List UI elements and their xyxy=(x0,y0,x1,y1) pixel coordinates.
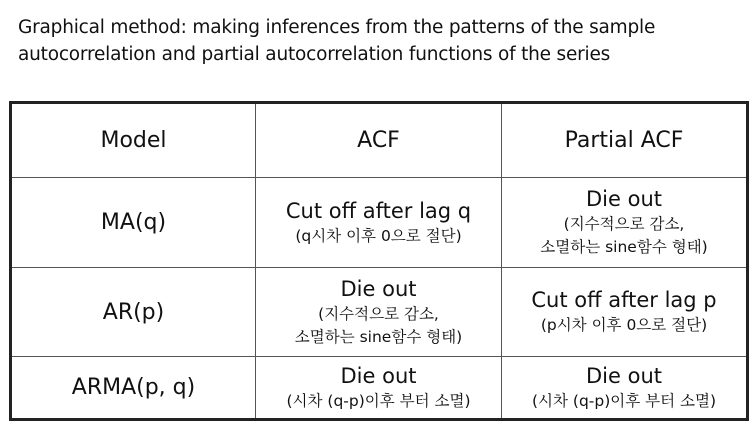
table-row-ar xyxy=(11,268,748,357)
header-pacf-label: Partial ACF xyxy=(564,128,684,153)
table-header-row xyxy=(11,103,748,178)
pacf-arma-note: (시차 (q-p)이후 부터 소멸) xyxy=(531,391,717,410)
header-pacf xyxy=(502,103,748,178)
pacf-arma-main: Die out xyxy=(586,363,662,388)
intro-line-2: autocorrelation and partial autocorrelation functions of the series xyxy=(18,44,611,65)
header-acf-label: ACF xyxy=(357,128,400,153)
acf-ma-main: Cut off after lag q xyxy=(285,198,472,223)
intro-line-1: Graphical method: making inferences from the patterns of the sample xyxy=(18,17,656,38)
acf-ar-note-2: 소멸하는 sine함수 형태) xyxy=(294,327,463,346)
model-arma-label: ARMA(p, q) xyxy=(71,375,196,400)
model-ar-label: AR(p) xyxy=(102,299,165,325)
cell-acf-arma xyxy=(256,357,502,420)
acf-ma-note: (q시차 이후 0으로 절단) xyxy=(295,226,462,245)
cell-acf-ma xyxy=(256,178,502,268)
intro-text xyxy=(18,14,738,68)
acf-arma-note: (시차 (q-p)이후 부터 소멸) xyxy=(286,391,471,410)
cell-pacf-ar xyxy=(502,268,748,357)
model-identification-table xyxy=(9,101,749,421)
pacf-ar-main: Cut off after lag p xyxy=(531,288,717,312)
cell-pacf-arma xyxy=(502,357,748,420)
cell-model-ma xyxy=(11,178,256,268)
table-row-arma xyxy=(11,357,748,420)
table-row-ma xyxy=(11,178,748,268)
cell-model-ar xyxy=(11,268,256,357)
pacf-ma-note-2: 소멸하는 sine함수 형태) xyxy=(540,238,708,256)
acf-ar-main: Die out xyxy=(340,276,417,301)
pacf-ma-main: Die out xyxy=(586,187,662,211)
acf-ar-note-1: (지수적으로 감소, xyxy=(318,304,439,323)
model-ma-label: MA(q) xyxy=(100,210,167,235)
header-acf xyxy=(256,103,502,178)
header-model-label: Model xyxy=(100,128,167,153)
header-model xyxy=(11,103,256,178)
cell-acf-ar xyxy=(256,268,502,357)
cell-pacf-ma xyxy=(502,178,748,268)
pacf-ma-note-1: (지수적으로 감소, xyxy=(563,215,685,233)
acf-arma-main: Die out xyxy=(340,363,417,388)
pacf-ar-note: (p시차 이후 0으로 절단) xyxy=(540,316,708,334)
cell-model-arma xyxy=(11,357,256,420)
